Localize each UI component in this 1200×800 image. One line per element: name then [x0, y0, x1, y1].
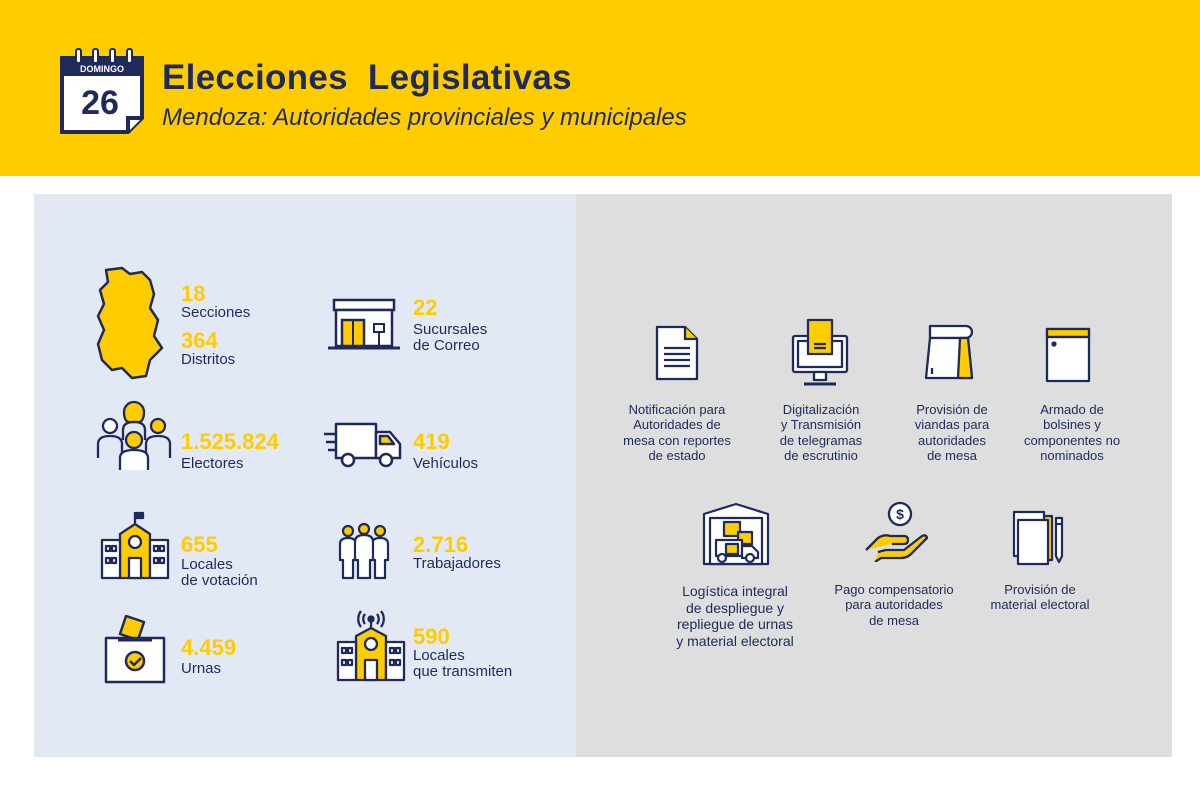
workers-icon	[336, 522, 392, 580]
transmiten-value: 590	[413, 624, 450, 649]
service-label-bolsines: Armado de bolsines y componentes no nominados	[1023, 402, 1121, 463]
logistics-icon	[700, 500, 772, 568]
service-label-digitalizacion: Digitalización y Transmisión de telegramas de escrutinio	[779, 402, 863, 463]
sucursales-label: Sucursales de Correo	[413, 321, 488, 354]
header-banner	[0, 0, 1200, 176]
service-label-notificacion: Notificación para Autoridades de mesa con reportes de estado	[623, 402, 731, 463]
transmiten-label: Locales que transmiten	[413, 647, 513, 680]
locales-value: 655	[181, 532, 218, 557]
distritos-label: Distritos	[181, 351, 236, 368]
services-panel	[576, 194, 1172, 757]
electores-label: Electores	[181, 455, 244, 472]
trabajadores-label: Trabajadores	[413, 555, 501, 572]
papers-pencil-icon	[1012, 510, 1066, 566]
secciones-label: Secciones	[181, 304, 251, 321]
map-icon	[92, 264, 172, 382]
school-antenna-icon	[334, 608, 408, 684]
document-icon	[654, 324, 700, 382]
page-subtitle: Mendoza: Autoridades provinciales y municipales	[162, 104, 687, 131]
calendar-day-name: DOMINGO	[80, 64, 124, 74]
ballot-box-icon	[102, 612, 168, 684]
secciones-value: 18	[181, 281, 206, 306]
urnas-value: 4.459	[181, 635, 237, 660]
vehiculos-value: 419	[413, 429, 450, 454]
service-label-material: Provisión de material electoral	[990, 582, 1090, 613]
post-office-icon	[326, 296, 402, 354]
food-bag-icon	[924, 322, 980, 382]
zip-bag-icon	[1044, 326, 1092, 384]
service-label-pago: Pago compensatorio para autoridades de mesa	[834, 582, 954, 628]
payment-hand-icon	[862, 500, 928, 562]
calendar-day-number: 26	[81, 84, 119, 122]
service-label-logistica: Logística integral de despliegue y repliegue de urnas y material electoral	[676, 583, 794, 649]
people-icon	[96, 396, 172, 472]
sucursales-value: 22	[413, 295, 438, 320]
school-icon	[98, 510, 172, 582]
distritos-value: 364	[181, 328, 218, 353]
monitor-icon	[790, 318, 850, 388]
calendar-icon	[56, 46, 146, 136]
svg-text:$: $	[896, 506, 904, 522]
service-label-viandas: Provisión de viandas para autoridades de mesa	[914, 402, 990, 463]
locales-label: Locales de votación	[181, 556, 258, 589]
vehiculos-label: Vehículos	[413, 455, 479, 472]
electores-value: 1.525.824	[181, 429, 279, 454]
truck-icon	[322, 420, 406, 470]
trabajadores-value: 2.716	[413, 532, 469, 557]
page-title: Elecciones Legislativas	[162, 58, 572, 97]
urnas-label: Urnas	[181, 660, 222, 677]
